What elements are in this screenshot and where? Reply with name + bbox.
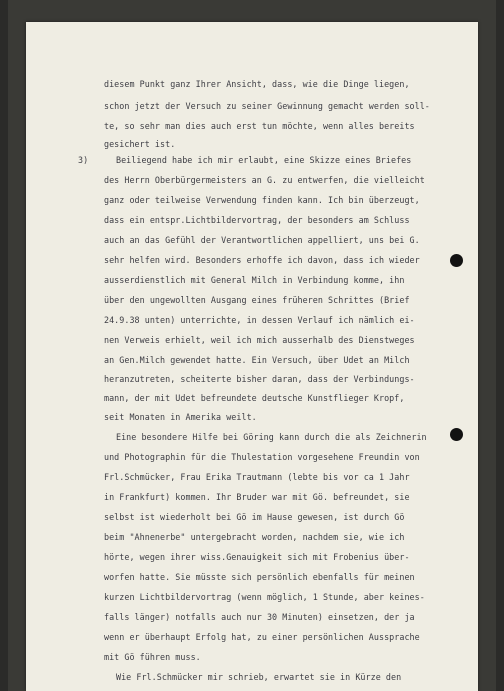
text-line: 24.9.38 unten) unterrichte, in dessen Verlauf ich nämlich ei- bbox=[104, 315, 415, 325]
text-line: Wie Frl.Schmücker mir schrieb, erwartet sie in Kürze den bbox=[116, 672, 402, 682]
text-line: Beiliegend habe ich mir erlaubt, eine Skizze eines Briefes bbox=[116, 155, 412, 165]
text-line: über den ungewollten Ausgang eines früheren Schrittes (Brief bbox=[104, 295, 410, 305]
text-line: hörte, wegen ihrer wiss.Genauigkeit sich mit Frobenius über- bbox=[104, 552, 410, 562]
text-line: in Frankfurt) kommen. Ihr Bruder war mit Gö. befreundet, sie bbox=[104, 492, 410, 502]
text-line: Frl.Schmücker, Frau Erika Trautmann (lebte bis vor ca 1 Jahr bbox=[104, 472, 410, 482]
document-page bbox=[26, 22, 478, 691]
text-line: mit Gö führen muss. bbox=[104, 652, 201, 662]
punch-hole bbox=[450, 254, 463, 267]
section-marker: 3) bbox=[78, 155, 89, 165]
punch-hole bbox=[450, 428, 463, 441]
text-line: nen Verweis erhielt, weil ich mich ausserhalb des Dienstweges bbox=[104, 335, 415, 345]
text-line: kurzen Lichtbildervortrag (wenn möglich, 1 Stunde, aber keines- bbox=[104, 592, 425, 602]
text-line: sehr helfen wird. Besonders erhoffe ich davon, dass ich wieder bbox=[104, 255, 420, 265]
text-line: des Herrn Oberbürgermeisters an G. zu entwerfen, die vielleicht bbox=[104, 175, 425, 185]
text-line: und Photographin für die Thulestation vorgesehene Freundin von bbox=[104, 452, 420, 462]
text-line: falls länger) notfalls auch nur 30 Minuten) einsetzen, der ja bbox=[104, 612, 415, 622]
text-line: wenn er überhaupt Erfolg hat, zu einer persönlichen Aussprache bbox=[104, 632, 420, 642]
text-line: an Gen.Milch gewendet hatte. Ein Versuch, über Udet an Milch bbox=[104, 355, 410, 365]
text-line: te, so sehr man dies auch erst tun möchte, wenn alles bereits bbox=[104, 121, 415, 131]
text-line: ausserdienstlich mit General Milch in Verbindung komme, ihn bbox=[104, 275, 405, 285]
text-line: gesichert ist. bbox=[104, 139, 176, 149]
text-line: seit Monaten in Amerika weilt. bbox=[104, 412, 257, 422]
text-line: auch an das Gefühl der Verantwortlichen appelliert, uns bei G. bbox=[104, 235, 420, 245]
text-line: mann, der mit Udet befreundete deutsche Kunstflieger Kropf, bbox=[104, 393, 405, 403]
text-line: dass ein entspr.Lichtbildervortrag, der besonders am Schluss bbox=[104, 215, 410, 225]
text-line: diesem Punkt ganz Ihrer Ansicht, dass, wie die Dinge liegen, bbox=[104, 79, 410, 89]
text-line: Eine besondere Hilfe bei Göring kann durch die als Zeichnerin bbox=[116, 432, 427, 442]
text-line: beim "Ahnenerbe" untergebracht worden, nachdem sie, wie ich bbox=[104, 532, 405, 542]
document-text bbox=[26, 22, 478, 691]
text-line: worfen hatte. Sie müsste sich persönlich ebenfalls für meinen bbox=[104, 572, 415, 582]
text-line: schon jetzt der Versuch zu seiner Gewinnung gemacht werden soll- bbox=[104, 101, 430, 111]
text-line: ganz oder teilweise Verwendung finden kann. Ich bin überzeugt, bbox=[104, 195, 420, 205]
text-line: selbst ist wiederholt bei Gö im Hause gewesen, ist durch Gö bbox=[104, 512, 405, 522]
text-line: heranzutreten, scheiterte bisher daran, dass der Verbindungs- bbox=[104, 374, 415, 384]
